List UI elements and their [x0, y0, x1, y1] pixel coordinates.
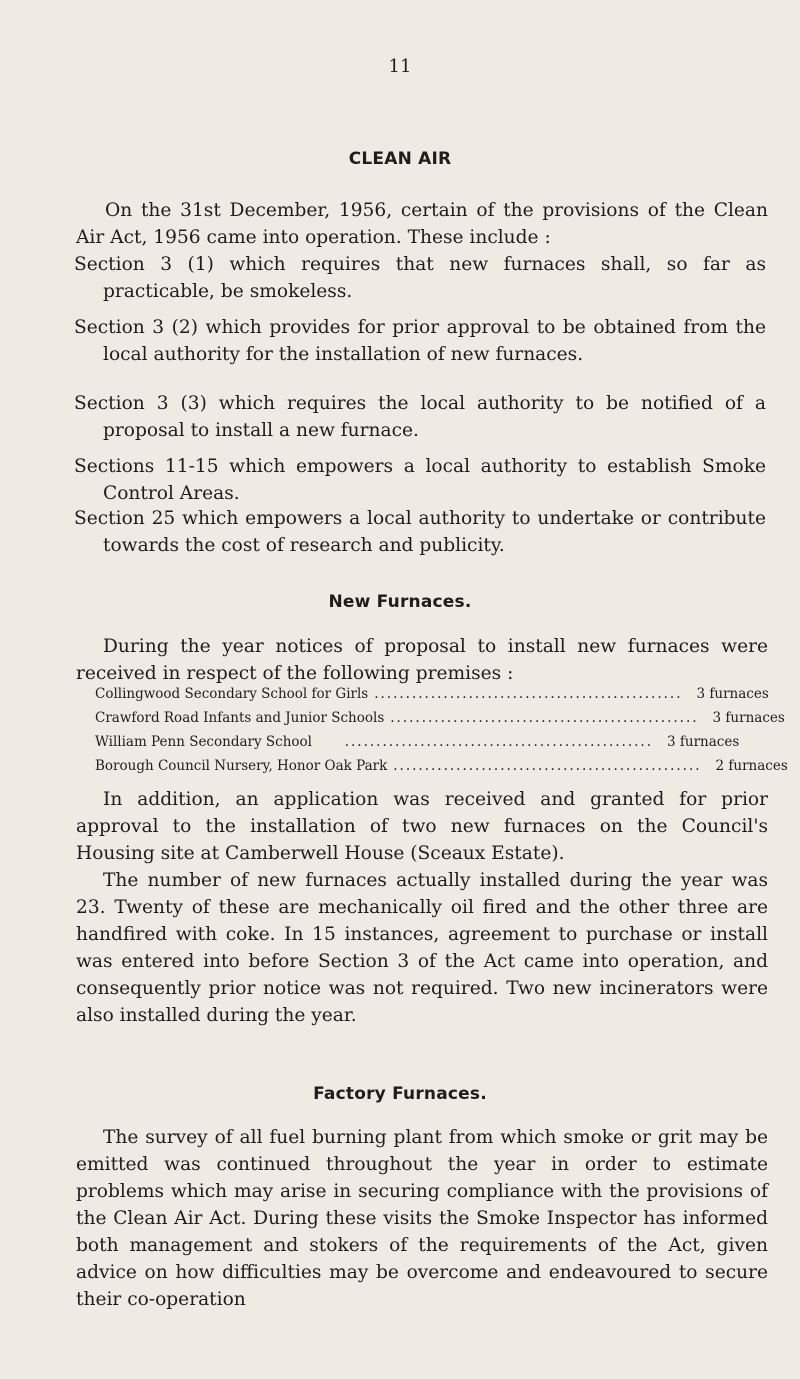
furnace-count: 2 furnaces — [715, 758, 788, 774]
clean-air-intro: On the 31st December, 1956, certain of the provisions of the Clean Air Act, 1956 came into operation. These include : — [76, 200, 768, 248]
leader-dots: ................................................. — [390, 710, 699, 726]
premises-name: William Penn Secondary School — [95, 734, 312, 750]
premises-row — [95, 706, 785, 730]
furnace-count: 3 furnaces — [696, 686, 769, 702]
leader-dots: ................................................. — [344, 734, 653, 750]
leader-dots: ................................................. — [374, 686, 683, 702]
section-item: Section 25 which empowers a local authority to undertake or contribute towards the cost of research and publicity. — [74, 508, 766, 556]
new-furnaces-heading: New Furnaces. — [328, 592, 472, 612]
installed-paragraph: The number of new furnaces actually installed during the year was 23. Twenty of these are mechanically oil fired and the other three are handfired with coke. In 15 instances, agreement to purchase or install was entered into before Section 3 of the Act came into operation, and consequently prior notice was not required. Two new incinerators were also installed during the year. — [76, 870, 768, 1026]
section-item: Section 3 (3) which requires the local authority to be notified of a proposal to install a new furnace. — [74, 393, 766, 441]
premises-row — [95, 730, 767, 754]
section-item: Section 3 (1) which requires that new furnaces shall, so far as practicable, be smokeless. — [74, 254, 766, 302]
premises-name: Borough Council Nursery, Honor Oak Park — [95, 758, 388, 774]
premises-name: Collingwood Secondary School for Girls — [95, 686, 369, 702]
section-item: Section 3 (2) which provides for prior approval to be obtained from the local authority for the installation of new furnaces. — [74, 317, 766, 365]
factory-furnaces-paragraph: The survey of all fuel burning plant from which smoke or grit may be emitted was continued throughout the year in order to estimate problems which may arise in securing compliance with the provisions of the Clean Air Act. During these visits the Smoke Inspector has informed both management and stokers of the requirements of the Act, given advice on how difficulties may be overcome and endeavoured to secure their co-operation — [76, 1127, 768, 1310]
furnace-count: 3 furnaces — [712, 710, 785, 726]
furnace-count: 3 furnaces — [667, 734, 740, 750]
premises-row — [95, 754, 788, 778]
leader-dots: ................................................. — [393, 758, 702, 774]
section-item: Sections 11-15 which empowers a local authority to establish Smoke Control Areas. — [74, 456, 766, 504]
addition-paragraph: In addition, an application was received and granted for prior approval to the installation of two new furnaces on the Council's Housing site at Camberwell House (Sceaux Estate). — [76, 789, 768, 864]
clean-air-heading: CLEAN AIR — [348, 149, 452, 169]
premises-row — [95, 682, 767, 706]
premises-name: Crawford Road Infants and Junior Schools — [95, 710, 385, 726]
factory-furnaces-heading: Factory Furnaces. — [313, 1084, 487, 1104]
new-furnaces-intro: During the year notices of proposal to install new furnaces were received in respect of the following premises : — [76, 636, 768, 684]
page-number: 11 — [388, 56, 412, 77]
